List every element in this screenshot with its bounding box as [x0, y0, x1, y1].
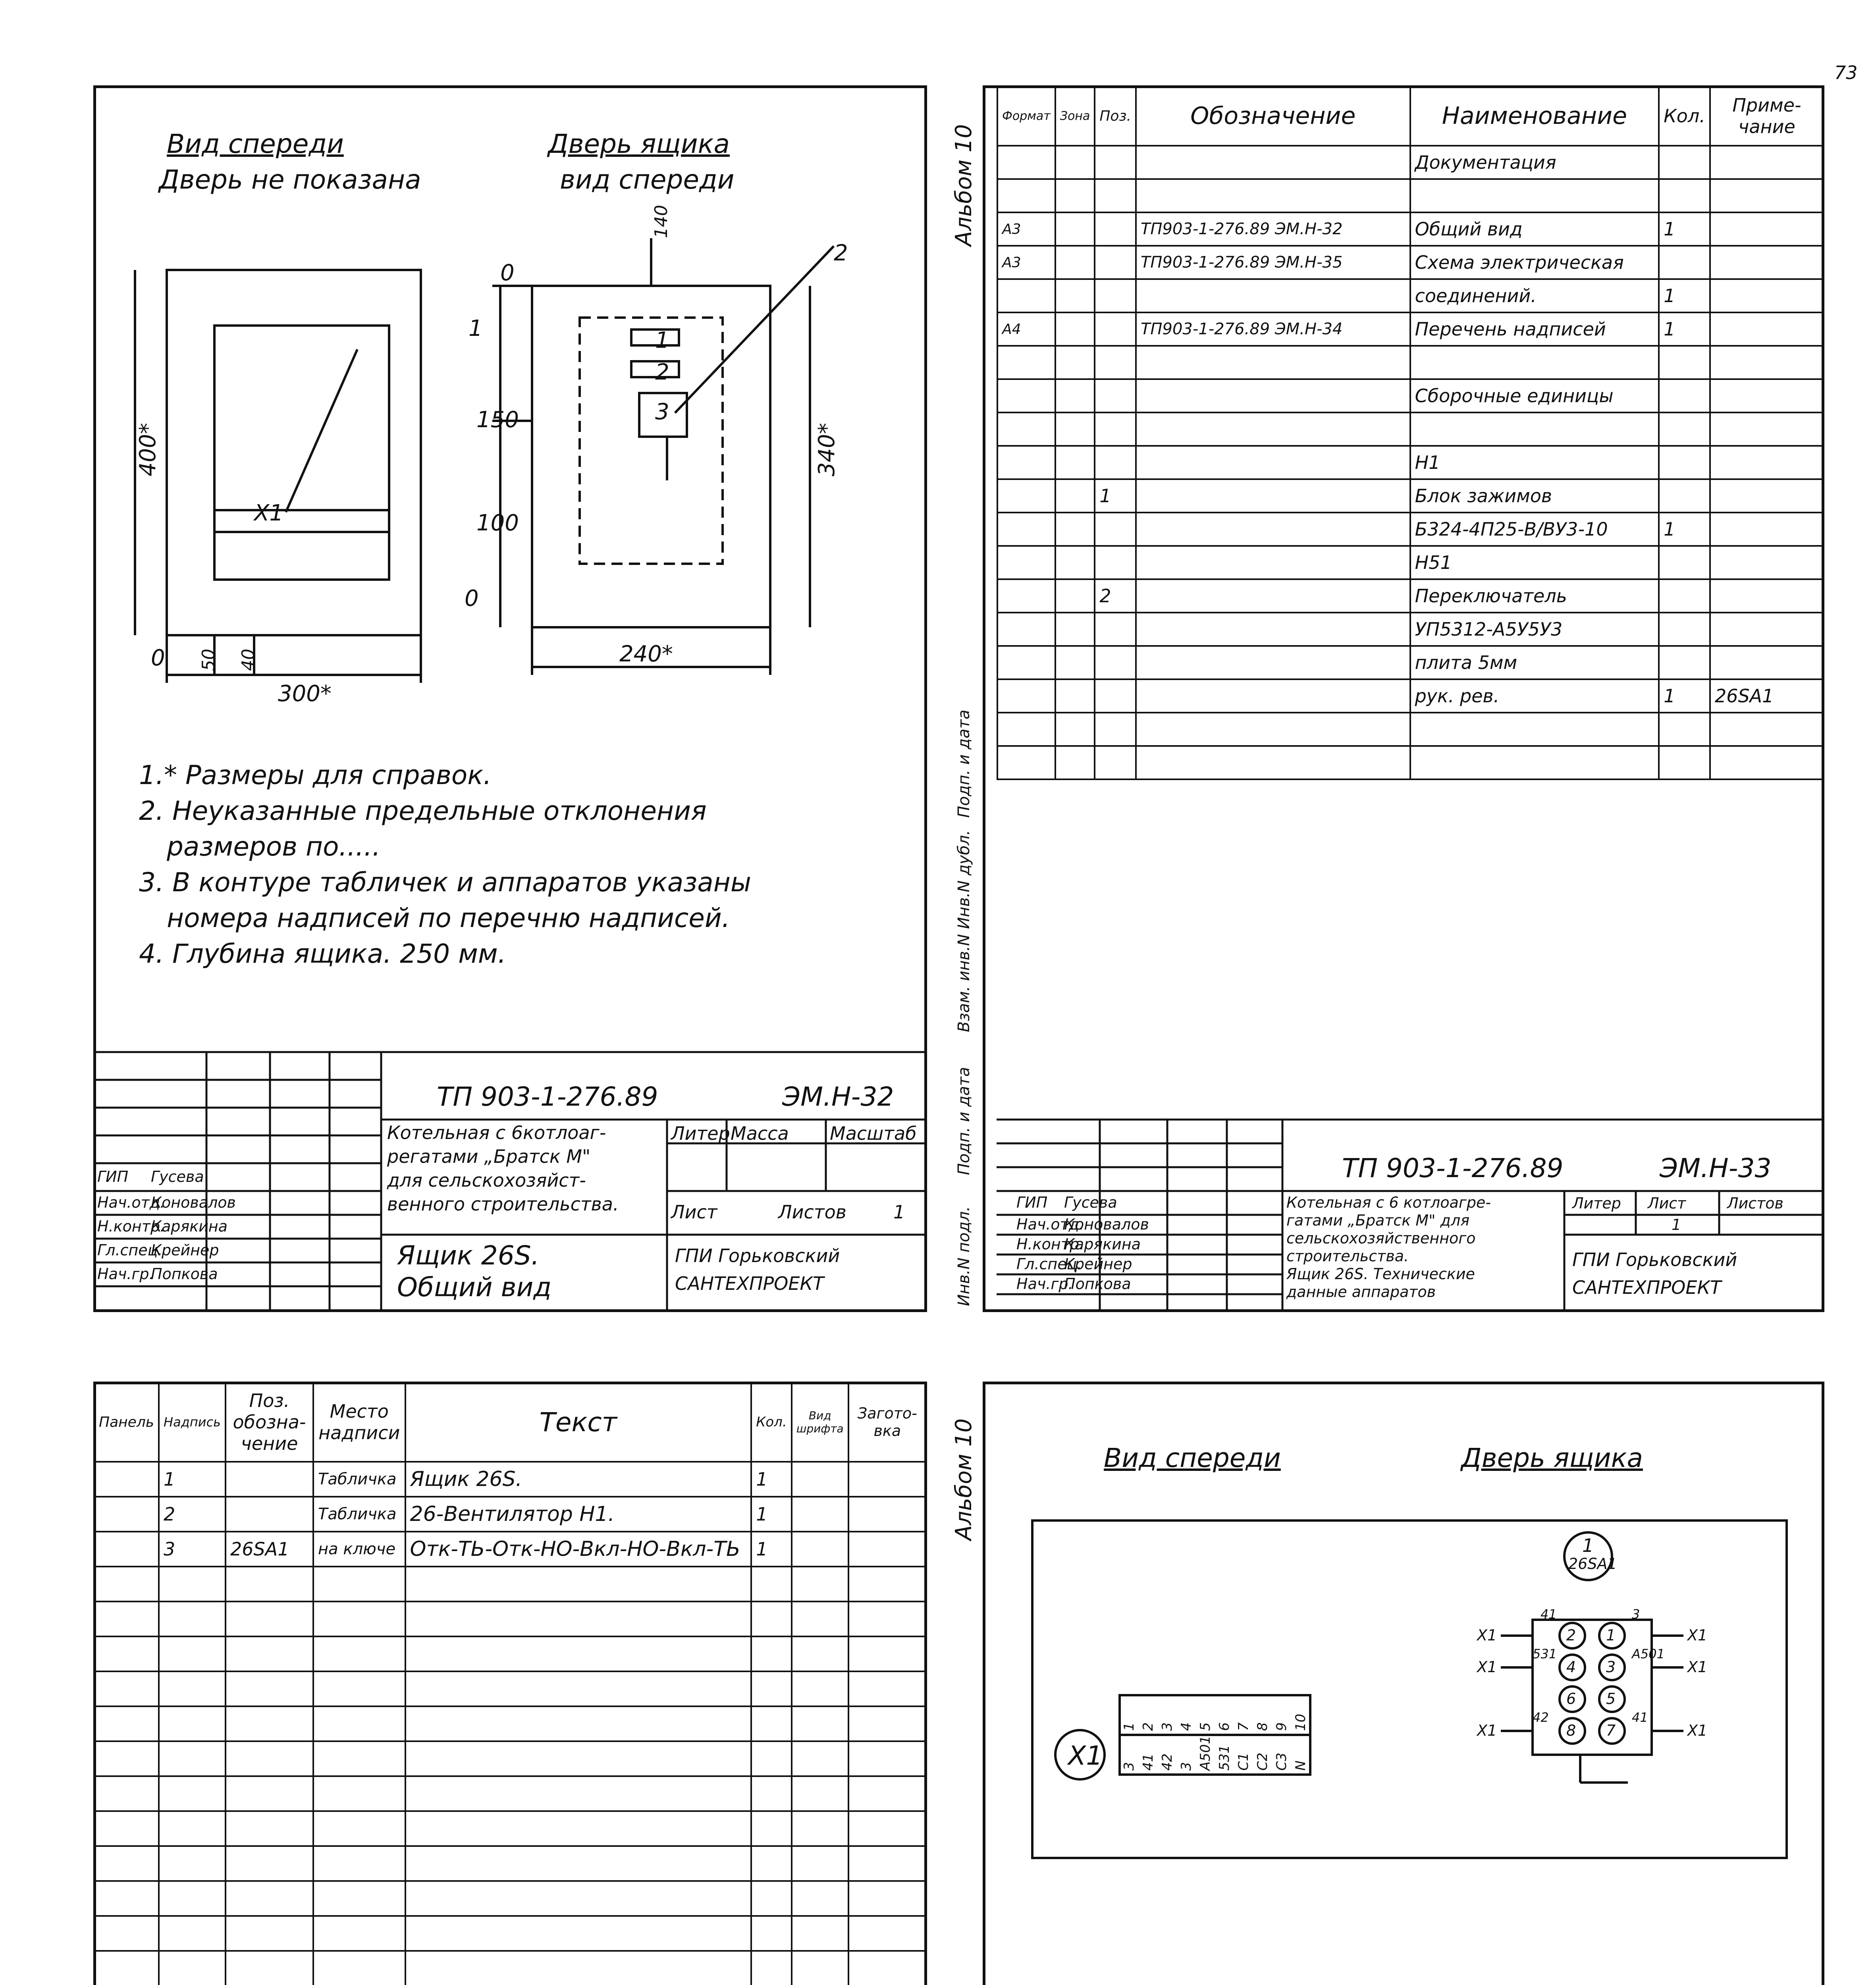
wire-label: 41 — [1541, 1607, 1557, 1622]
q2-tb-liter-label: Литер — [1572, 1195, 1621, 1212]
terminal-number: 4 — [1178, 1722, 1194, 1731]
q1-tb-drawing-2: Общий вид — [397, 1272, 552, 1303]
terminal-wire-label: 3 — [1178, 1762, 1194, 1771]
q3-col-blank: Загото-вка — [848, 1382, 926, 1462]
spec-cell-fmt: А4 — [997, 312, 1055, 346]
q2-tb-title-3: сельскохозяйственного — [1286, 1230, 1476, 1247]
q1-tb-liter-label: Литер — [671, 1123, 730, 1144]
q2-col-designation: Обозначение — [1136, 86, 1410, 146]
q4-title-front-view: Вид спереди — [1104, 1443, 1281, 1473]
q2-col-format: Формат — [997, 86, 1055, 146]
inscription-cell-text: Отк-ТЬ-Отк-НО-Вкл-НО-Вкл-ТЬ — [405, 1532, 752, 1567]
x1-tag: X1 — [1687, 1658, 1708, 1676]
inscription-cell-label: 2 — [159, 1497, 226, 1532]
spec-cell-qty: 1 — [1659, 679, 1710, 713]
q1-name-3: Карякина — [151, 1218, 228, 1235]
terminal-wire-label: 42 — [1159, 1753, 1175, 1771]
inscription-cell-qty: 1 — [751, 1532, 791, 1567]
q1-role-4: Гл.спец. — [97, 1241, 163, 1259]
terminal-number: 9 — [1274, 1722, 1290, 1731]
inscription-cell-place: Табличка — [313, 1497, 405, 1532]
x1-tag: X1 — [1477, 1627, 1497, 1644]
spec-cell-name: Переключатель — [1410, 579, 1659, 613]
q1-title-front-view: Вид спереди — [167, 129, 344, 159]
q2-tb-code: ТП 903-1-276.89 — [1342, 1153, 1564, 1183]
switch-pin: 3 — [1606, 1658, 1616, 1676]
q1-dim-240: 240* — [619, 641, 673, 667]
q2-tb-sheet-value: 1 — [1672, 1216, 1681, 1233]
spec-cell-name: УП5312-А5У5У3 — [1410, 613, 1659, 646]
q1-tb-code: ТП 903-1-276.89 — [437, 1081, 658, 1112]
q1-tb-title-2: регатами „Братск М" — [387, 1146, 591, 1167]
spec-cell-qty: 1 — [1659, 212, 1710, 246]
terminal-wire-label: С1 — [1236, 1752, 1251, 1771]
spec-cell-name: Общий вид — [1410, 212, 1659, 246]
inscription-cell-label: 1 — [159, 1462, 226, 1497]
terminal-wire-label: 3 — [1121, 1762, 1137, 1771]
terminal-number: 5 — [1197, 1722, 1213, 1731]
q2-role-1: ГИП — [1016, 1194, 1048, 1211]
q2-col-name: Наименование — [1410, 86, 1659, 146]
q1-dim-40: 40 — [238, 649, 258, 671]
q2-tb-title-6: данные аппаратов — [1286, 1283, 1436, 1301]
q2-name-3: Карякина — [1064, 1235, 1141, 1253]
switch-pin: 1 — [1606, 1627, 1616, 1644]
spec-cell-name: Б324-4П25-В/ВУ3-10 — [1410, 513, 1659, 546]
q1-name-5: Попкова — [151, 1265, 218, 1283]
q1-tb-sheets-value: 1 — [893, 1201, 905, 1223]
q1-role-5: Нач.гр. — [97, 1265, 154, 1283]
q1-callout-2: 2 — [834, 240, 848, 266]
q1-dim-340: 340* — [814, 423, 840, 476]
spec-cell-des: ТП903-1-276.89 ЭМ.Н-35 — [1136, 246, 1410, 279]
q2-tb-mark: ЭМ.Н-33 — [1660, 1153, 1772, 1183]
spec-cell-name: Блок зажимов — [1410, 479, 1659, 513]
inscription-cell-qty: 1 — [751, 1497, 791, 1532]
x1-tag: X1 — [1477, 1658, 1497, 1676]
q1-dim-150: 150 — [476, 407, 519, 433]
terminal-wire-label: С2 — [1255, 1752, 1271, 1771]
q1-note-3b: номера надписей по перечню надписей. — [167, 903, 730, 933]
spec-cell-name: Схема электрическая — [1410, 246, 1659, 279]
q2-col-pos: Поз. — [1095, 86, 1136, 146]
q1-callout-1: 1 — [469, 316, 483, 341]
terminal-wire-label: С3 — [1274, 1752, 1290, 1771]
q2-tb-sheets-label: Листов — [1727, 1195, 1783, 1212]
spec-cell-pos: 1 — [1095, 479, 1136, 513]
terminal-number: 8 — [1255, 1722, 1271, 1731]
switch-pin: 6 — [1566, 1690, 1576, 1707]
q1-dim-300: 300* — [278, 681, 332, 707]
terminal-wire-label: N — [1293, 1760, 1309, 1771]
q2-tb-title-5: Ящик 26S. Технические — [1286, 1265, 1475, 1283]
q4-switch-tag: 1 — [1582, 1535, 1594, 1556]
q4-x1-tag: X1 — [1068, 1740, 1103, 1771]
spec-cell-qty: 1 — [1659, 513, 1710, 546]
inscription-cell-label: 3 — [159, 1532, 226, 1567]
switch-pin: 5 — [1606, 1690, 1616, 1707]
q3-col-label: Надпись — [159, 1382, 226, 1462]
spec-cell-note: 26SA1 — [1710, 679, 1824, 713]
q4-title-door: Дверь ящика — [1461, 1443, 1643, 1473]
spec-cell-name: Н1 — [1410, 446, 1659, 479]
terminal-wire-label: 41 — [1140, 1753, 1156, 1771]
q2-col-note: Приме-чание — [1710, 86, 1824, 146]
q1-tb-mark: ЭМ.Н-32 — [782, 1081, 894, 1112]
q2-col-qty: Кол. — [1659, 86, 1710, 146]
x1-tag: X1 — [1687, 1722, 1708, 1739]
q2-side-field-3: Взам. инв.N — [955, 934, 973, 1032]
terminal-number: 10 — [1293, 1713, 1309, 1731]
spec-cell-name: Документация — [1410, 146, 1659, 179]
q2-side-field-5: Подп. и дата — [955, 709, 973, 818]
inscription-cell-text: Ящик 26S. — [405, 1462, 752, 1497]
spec-cell-name: плита 5мм — [1410, 646, 1659, 679]
q2-tb-org-2: САНТЕХПРОЕКТ — [1572, 1277, 1722, 1298]
q1-role-2: Нач.отд. — [97, 1194, 165, 1211]
q2-side-field-4: Инв.N дубл. — [955, 830, 973, 929]
spec-cell-pos: 2 — [1095, 579, 1136, 613]
q2-role-3: Н.контр. — [1016, 1235, 1084, 1253]
terminal-wire-label: 531 — [1217, 1745, 1232, 1771]
q1-dim-zero-c: 0 — [465, 586, 479, 611]
q1-x1-label: X1 — [254, 500, 283, 526]
inscription-cell-pos: 26SA1 — [226, 1532, 313, 1567]
q4-switch-name: 26SA1 — [1568, 1555, 1617, 1573]
wire-label: 42 — [1533, 1710, 1549, 1725]
wire-label: 41 — [1632, 1710, 1648, 1725]
q1-tb-org-1: ГПИ Горьковский — [675, 1245, 840, 1266]
q1-note-3: 3. В контуре табличек и аппаратов указаны — [139, 867, 751, 898]
q3-col-pos: Поз. обозна-чение — [226, 1382, 313, 1462]
switch-pin: 7 — [1606, 1722, 1616, 1739]
q1-tb-title-4: венного строительства. — [387, 1193, 619, 1215]
q2-name-2: Коновалов — [1064, 1216, 1149, 1233]
switch-pin: 8 — [1566, 1722, 1576, 1739]
q1-note-4: 4. Глубина ящика. 250 мм. — [139, 939, 506, 969]
q2-name-5: Попкова — [1064, 1275, 1131, 1293]
page-number: 73 — [1834, 62, 1858, 83]
spec-cell-fmt: А3 — [997, 246, 1055, 279]
switch-pin: 2 — [1566, 1627, 1576, 1644]
q2-role-2: Нач.отд. — [1016, 1216, 1084, 1233]
q1-dim-zero-a: 0 — [151, 645, 165, 671]
q1-slot-2: 2 — [655, 359, 669, 385]
spec-cell-name: соединений. — [1410, 279, 1659, 312]
q1-tb-mass-label: Масса — [731, 1123, 789, 1144]
q1-dim-zero-b: 0 — [500, 260, 515, 286]
x1-tag: X1 — [1687, 1627, 1708, 1644]
q1-dim-140: 140 — [651, 205, 671, 238]
terminal-number: 7 — [1236, 1722, 1251, 1731]
q2-name-4: Крейнер — [1064, 1255, 1132, 1273]
q1-tb-sheets-label: Листов — [778, 1201, 846, 1223]
q1-note-1: 1.* Размеры для справок. — [139, 760, 492, 790]
q2-tb-sheet-label: Лист — [1648, 1195, 1686, 1212]
q1-dim-100: 100 — [476, 510, 519, 536]
terminal-number: 3 — [1159, 1722, 1175, 1731]
q1-dim-400: 400* — [135, 423, 161, 476]
q3-col-qty: Кол. — [751, 1382, 791, 1462]
q1-tb-sheet-label: Лист — [671, 1201, 717, 1223]
q2-side-field-1: Инв.N подл. — [955, 1206, 973, 1306]
terminal-number: 1 — [1121, 1722, 1137, 1731]
spec-cell-name: рук. рев. — [1410, 679, 1659, 713]
q2-album-label: Альбом 10 — [951, 124, 977, 246]
q1-note-2: 2. Неуказанные предельные отклонения — [139, 796, 707, 826]
q1-tb-drawing-1: Ящик 26S. — [397, 1240, 540, 1271]
inscription-cell-text: 26-Вентилятор Н1. — [405, 1497, 752, 1532]
q1-subtitle: Дверь не показана — [159, 164, 421, 195]
q1-role-1: ГИП — [97, 1168, 129, 1185]
q2-col-zone: Зона — [1055, 86, 1095, 146]
spec-cell-des: ТП903-1-276.89 ЭМ.Н-32 — [1136, 212, 1410, 246]
inscription-cell-qty: 1 — [751, 1462, 791, 1497]
q1-subtitle-door: вид спереди — [560, 164, 735, 195]
q3-col-place: Место надписи — [313, 1382, 405, 1462]
wire-label: А501 — [1632, 1646, 1665, 1661]
switch-pin: 4 — [1566, 1658, 1576, 1676]
q2-side-field-2: Подп. и дата — [955, 1067, 973, 1175]
inscription-cell-place: на ключе — [313, 1532, 405, 1567]
q2-tb-title-4: строительства. — [1286, 1247, 1409, 1265]
terminal-number: 2 — [1140, 1722, 1156, 1731]
q1-name-4: Крейнер — [151, 1241, 219, 1259]
q2-tb-title-2: гатами „Братск М" для — [1286, 1212, 1470, 1229]
q3-col-panel: Панель — [94, 1382, 159, 1462]
inscription-cell-place: Табличка — [313, 1462, 405, 1497]
spec-cell-fmt: А3 — [997, 212, 1055, 246]
q1-role-3: Н.контр. — [97, 1218, 165, 1235]
spec-cell-qty: 1 — [1659, 312, 1710, 346]
spec-cell-name: Перечень надписей — [1410, 312, 1659, 346]
q2-name-1: Гусева — [1064, 1194, 1117, 1211]
q1-tb-title-1: Котельная с 6котлоаг- — [387, 1122, 606, 1143]
wire-label: 531 — [1533, 1646, 1557, 1661]
spec-cell-name: Н51 — [1410, 546, 1659, 579]
spec-cell-name: Сборочные единицы — [1410, 379, 1659, 412]
spec-cell-qty: 1 — [1659, 279, 1710, 312]
q1-note-2b: размеров по..... — [167, 831, 381, 862]
q1-tb-title-3: для сельскохозяйст- — [387, 1170, 586, 1191]
q2-role-4: Гл.спец. — [1016, 1255, 1082, 1273]
q2-tb-org-1: ГПИ Горьковский — [1572, 1249, 1737, 1270]
q4-album-label: Альбом 10 — [951, 1418, 977, 1540]
wire-label: 3 — [1632, 1607, 1640, 1622]
terminal-number: 6 — [1217, 1722, 1232, 1731]
q1-name-2: Коновалов — [151, 1194, 236, 1211]
q3-col-font: Вид шрифта — [792, 1382, 848, 1462]
q1-slot-1: 1 — [655, 328, 669, 353]
spec-cell-des: ТП903-1-276.89 ЭМ.Н-34 — [1136, 312, 1410, 346]
q1-tb-scale-label: Масштаб — [830, 1123, 917, 1144]
q1-slot-3: 3 — [655, 399, 669, 425]
q3-col-text: Текст — [405, 1382, 752, 1462]
q1-name-1: Гусева — [151, 1168, 204, 1185]
x1-tag: X1 — [1477, 1722, 1497, 1739]
q1-title-door: Дверь ящика — [548, 129, 730, 159]
q2-role-5: Нач.гр. — [1016, 1275, 1073, 1293]
terminal-wire-label: А501 — [1197, 1735, 1213, 1771]
q1-dim-50: 50 — [199, 649, 219, 671]
q2-tb-title-1: Котельная с 6 котлоагре- — [1286, 1194, 1491, 1211]
q1-tb-org-2: САНТЕХПРОЕКТ — [675, 1273, 824, 1294]
